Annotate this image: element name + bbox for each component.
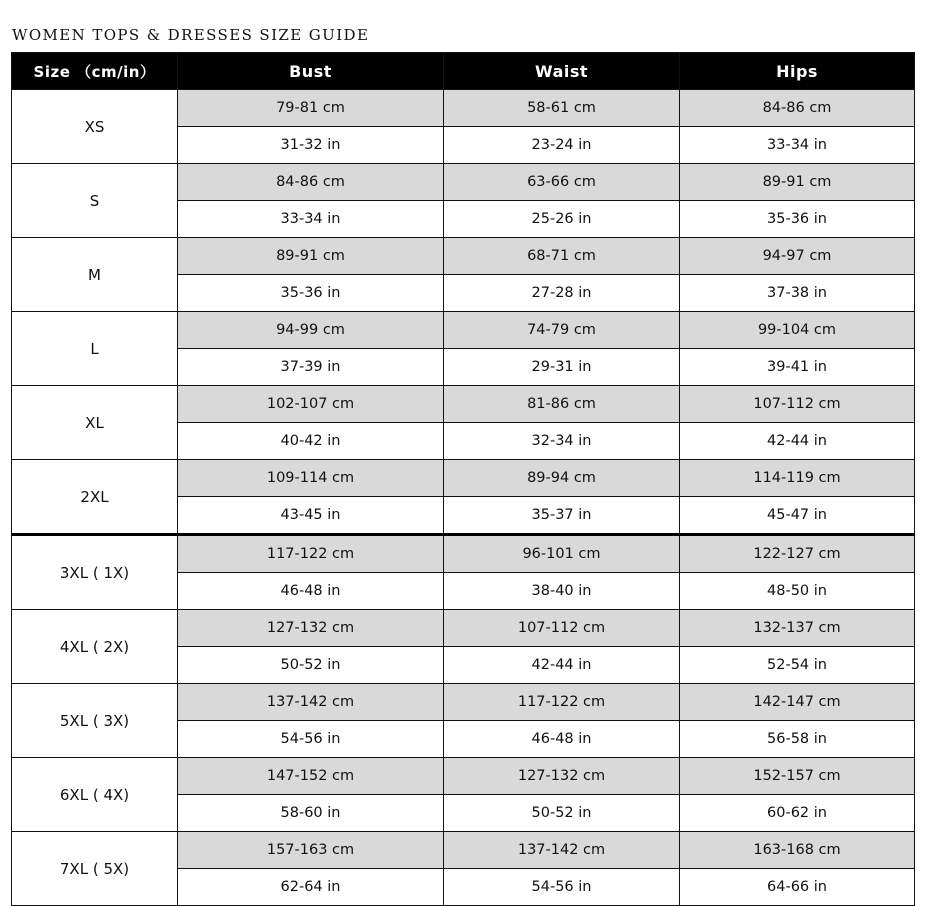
bust-in-cell: 31-32 in bbox=[178, 127, 444, 164]
size-label-cell: 7XL ( 5X) bbox=[12, 832, 178, 906]
bust-in-cell: 46-48 in bbox=[178, 573, 444, 610]
bust-cm-cell: 102-107 cm bbox=[178, 386, 444, 423]
bust-in-cell: 43-45 in bbox=[178, 497, 444, 535]
bust-in-cell: 54-56 in bbox=[178, 721, 444, 758]
waist-cm-cell: 89-94 cm bbox=[444, 460, 680, 497]
hips-cm-cell: 114-119 cm bbox=[680, 460, 915, 497]
hips-in-cell: 45-47 in bbox=[680, 497, 915, 535]
hips-cm-cell: 107-112 cm bbox=[680, 386, 915, 423]
waist-cm-cell: 74-79 cm bbox=[444, 312, 680, 349]
waist-in-cell: 46-48 in bbox=[444, 721, 680, 758]
size-label-cell: XL bbox=[12, 386, 178, 460]
bust-in-cell: 50-52 in bbox=[178, 647, 444, 684]
bust-in-cell: 35-36 in bbox=[178, 275, 444, 312]
waist-cm-cell: 58-61 cm bbox=[444, 90, 680, 127]
bust-cm-cell: 89-91 cm bbox=[178, 238, 444, 275]
bust-in-cell: 62-64 in bbox=[178, 869, 444, 906]
waist-in-cell: 27-28 in bbox=[444, 275, 680, 312]
bust-cm-cell: 79-81 cm bbox=[178, 90, 444, 127]
bust-cm-cell: 137-142 cm bbox=[178, 684, 444, 721]
waist-in-cell: 25-26 in bbox=[444, 201, 680, 238]
bust-in-cell: 40-42 in bbox=[178, 423, 444, 460]
waist-in-cell: 23-24 in bbox=[444, 127, 680, 164]
waist-in-cell: 32-34 in bbox=[444, 423, 680, 460]
size-label-cell: M bbox=[12, 238, 178, 312]
bust-cm-cell: 157-163 cm bbox=[178, 832, 444, 869]
waist-in-cell: 35-37 in bbox=[444, 497, 680, 535]
hips-cm-cell: 99-104 cm bbox=[680, 312, 915, 349]
hips-cm-cell: 152-157 cm bbox=[680, 758, 915, 795]
table-row bbox=[12, 684, 915, 721]
size-label-cell: 2XL bbox=[12, 460, 178, 535]
waist-cm-cell: 107-112 cm bbox=[444, 610, 680, 647]
size-label-cell: 6XL ( 4X) bbox=[12, 758, 178, 832]
waist-cm-cell: 137-142 cm bbox=[444, 832, 680, 869]
table-header-row bbox=[12, 53, 915, 90]
hips-cm-cell: 84-86 cm bbox=[680, 90, 915, 127]
bust-cm-cell: 117-122 cm bbox=[178, 535, 444, 573]
waist-cm-cell: 96-101 cm bbox=[444, 535, 680, 573]
table-row bbox=[12, 535, 915, 573]
hips-in-cell: 35-36 in bbox=[680, 201, 915, 238]
hips-cm-cell: 89-91 cm bbox=[680, 164, 915, 201]
column-header-hips: Hips bbox=[680, 53, 915, 90]
size-label-cell: 5XL ( 3X) bbox=[12, 684, 178, 758]
hips-in-cell: 37-38 in bbox=[680, 275, 915, 312]
hips-in-cell: 39-41 in bbox=[680, 349, 915, 386]
bust-cm-cell: 109-114 cm bbox=[178, 460, 444, 497]
column-header-bust: Bust bbox=[178, 53, 444, 90]
table-body bbox=[12, 90, 915, 906]
table-row bbox=[12, 832, 915, 869]
bust-cm-cell: 147-152 cm bbox=[178, 758, 444, 795]
waist-cm-cell: 63-66 cm bbox=[444, 164, 680, 201]
table-row bbox=[12, 164, 915, 201]
size-label-cell: S bbox=[12, 164, 178, 238]
table-row bbox=[12, 238, 915, 275]
size-label-cell: L bbox=[12, 312, 178, 386]
hips-cm-cell: 94-97 cm bbox=[680, 238, 915, 275]
hips-cm-cell: 122-127 cm bbox=[680, 535, 915, 573]
waist-in-cell: 50-52 in bbox=[444, 795, 680, 832]
bust-in-cell: 58-60 in bbox=[178, 795, 444, 832]
hips-in-cell: 48-50 in bbox=[680, 573, 915, 610]
hips-in-cell: 64-66 in bbox=[680, 869, 915, 906]
waist-cm-cell: 81-86 cm bbox=[444, 386, 680, 423]
bust-in-cell: 37-39 in bbox=[178, 349, 444, 386]
size-label-cell: 3XL ( 1X) bbox=[12, 535, 178, 610]
waist-cm-cell: 68-71 cm bbox=[444, 238, 680, 275]
table-row bbox=[12, 610, 915, 647]
hips-in-cell: 52-54 in bbox=[680, 647, 915, 684]
hips-in-cell: 42-44 in bbox=[680, 423, 915, 460]
waist-in-cell: 54-56 in bbox=[444, 869, 680, 906]
waist-in-cell: 38-40 in bbox=[444, 573, 680, 610]
size-chart-table bbox=[11, 52, 915, 906]
table-row bbox=[12, 90, 915, 127]
table-row bbox=[12, 386, 915, 423]
hips-cm-cell: 142-147 cm bbox=[680, 684, 915, 721]
hips-cm-cell: 163-168 cm bbox=[680, 832, 915, 869]
table-row bbox=[12, 312, 915, 349]
table-row bbox=[12, 460, 915, 497]
column-header-waist: Waist bbox=[444, 53, 680, 90]
hips-in-cell: 60-62 in bbox=[680, 795, 915, 832]
waist-in-cell: 29-31 in bbox=[444, 349, 680, 386]
size-label-cell: 4XL ( 2X) bbox=[12, 610, 178, 684]
column-header-size: Size （cm/in） bbox=[12, 53, 178, 90]
hips-in-cell: 56-58 in bbox=[680, 721, 915, 758]
waist-in-cell: 42-44 in bbox=[444, 647, 680, 684]
bust-cm-cell: 94-99 cm bbox=[178, 312, 444, 349]
table-header bbox=[12, 53, 915, 90]
waist-cm-cell: 117-122 cm bbox=[444, 684, 680, 721]
bust-in-cell: 33-34 in bbox=[178, 201, 444, 238]
hips-cm-cell: 132-137 cm bbox=[680, 610, 915, 647]
waist-cm-cell: 127-132 cm bbox=[444, 758, 680, 795]
table-row bbox=[12, 758, 915, 795]
bust-cm-cell: 127-132 cm bbox=[178, 610, 444, 647]
page-title: WOMEN TOPS & DRESSES SIZE GUIDE bbox=[12, 26, 370, 44]
bust-cm-cell: 84-86 cm bbox=[178, 164, 444, 201]
hips-in-cell: 33-34 in bbox=[680, 127, 915, 164]
size-label-cell: XS bbox=[12, 90, 178, 164]
